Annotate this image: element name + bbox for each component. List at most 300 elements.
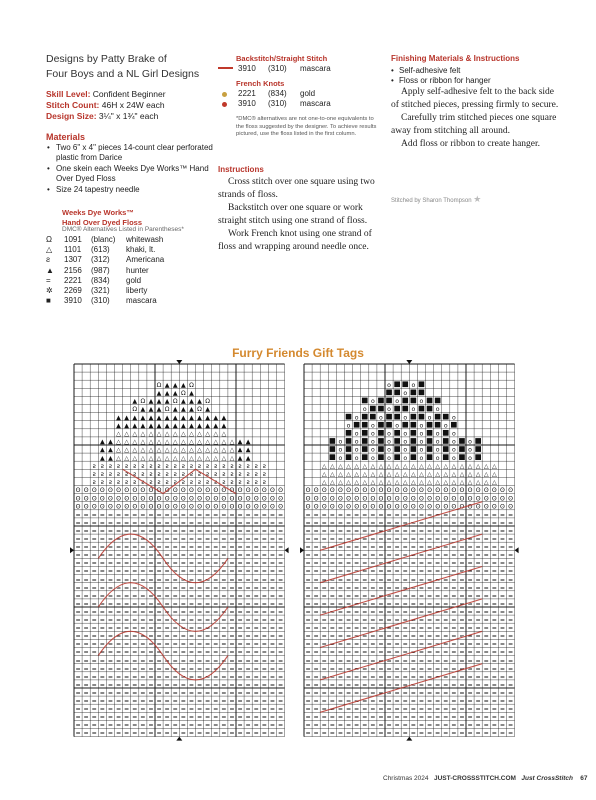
svg-text:=: = [107,511,114,519]
key-symbol: ✲ [46,286,53,295]
svg-text:=: = [245,519,251,527]
svg-text:ƨ: ƨ [157,462,161,470]
svg-text:=: = [99,527,105,535]
svg-text:=: = [443,552,449,559]
svg-text:=: = [164,527,170,535]
svg-text:=: = [491,730,497,738]
svg-text:=: = [221,714,227,721]
svg-text:=: = [467,543,473,551]
svg-text:=: = [491,584,497,592]
svg-text:=: = [99,722,105,730]
svg-text:=: = [221,519,227,527]
svg-text:=: = [261,714,267,721]
svg-text:=: = [475,730,481,738]
svg-text:=: = [124,714,130,721]
svg-text:=: = [410,689,416,697]
svg-text:=: = [229,730,235,738]
svg-text:=: = [321,722,327,730]
svg-text:ʘ: ʘ [419,495,424,503]
svg-text:=: = [205,673,211,681]
svg-text:=: = [337,552,344,559]
svg-text:ƨ: ƨ [206,462,210,470]
svg-text:=: = [115,511,122,519]
svg-text:△: △ [172,454,178,462]
svg-text:=: = [426,600,433,608]
svg-text:=: = [499,697,506,705]
svg-text:ʘ: ʘ [362,487,368,495]
svg-text:=: = [269,519,276,527]
svg-text:=: = [418,665,425,673]
svg-text:=: = [99,616,105,624]
svg-text:=: = [91,560,97,568]
svg-text:ʘ: ʘ [305,487,311,495]
svg-text:o: o [362,406,367,414]
svg-text:=: = [156,657,162,665]
svg-text:=: = [164,600,170,608]
svg-text:=: = [140,527,146,535]
svg-text:▲: ▲ [108,438,113,446]
svg-text:=: = [435,560,441,568]
svg-text:=: = [435,543,441,551]
svg-text:=: = [443,681,449,689]
svg-text:=: = [213,705,219,713]
svg-text:=: = [443,649,449,657]
svg-text:ƨ: ƨ [262,462,266,470]
svg-text:=: = [269,681,276,689]
svg-text:=: = [196,511,203,519]
svg-text:=: = [475,665,481,673]
svg-text:=: = [491,568,497,576]
svg-text:=: = [140,697,146,705]
svg-text:=: = [451,624,457,632]
svg-text:=: = [329,616,335,624]
svg-text:ʘ: ʘ [229,495,235,503]
svg-text:▲: ▲ [172,414,178,422]
svg-text:=: = [196,552,203,559]
svg-text:=: = [229,665,235,673]
svg-text:=: = [410,665,416,673]
svg-text:=: = [253,697,259,705]
svg-text:=: = [156,511,162,519]
svg-text:=: = [107,543,114,551]
svg-text:=: = [451,576,457,584]
svg-text:=: = [213,552,219,559]
svg-text:=: = [253,649,259,657]
svg-text:=: = [410,641,416,649]
svg-text:▲: ▲ [156,414,162,422]
svg-text:=: = [221,608,227,616]
svg-text:△: △ [140,430,146,438]
svg-text:=: = [156,568,162,576]
svg-text:=: = [132,592,138,600]
svg-text:▲: ▲ [172,390,178,397]
svg-text:=: = [172,535,178,543]
svg-text:=: = [475,608,481,616]
svg-text:ʘ: ʘ [253,503,259,511]
svg-text:=: = [188,527,195,535]
svg-text:=: = [180,600,186,608]
svg-text:=: = [459,624,465,632]
svg-text:ʘ: ʘ [386,487,392,495]
svg-text:=: = [140,673,146,681]
svg-text:=: = [83,689,89,697]
svg-text:=: = [443,714,449,721]
svg-text:=: = [83,584,89,592]
svg-text:=: = [337,633,344,640]
svg-text:=: = [459,681,465,689]
svg-text:△: △ [354,471,360,478]
svg-text:=: = [483,689,489,697]
svg-text:=: = [164,576,170,584]
svg-text:ʘ: ʘ [229,487,235,495]
svg-text:=: = [451,665,457,673]
svg-text:=: = [245,665,251,673]
svg-text:o: o [451,446,456,454]
svg-text:=: = [402,527,408,535]
svg-text:=: = [313,576,319,584]
svg-text:=: = [321,519,327,527]
svg-text:=: = [426,592,433,600]
svg-text:=: = [305,689,311,697]
svg-text:▲: ▲ [189,414,194,422]
svg-text:=: = [148,600,154,608]
svg-text:△: △ [386,471,392,478]
svg-text:=: = [205,624,211,632]
svg-text:=: = [507,511,514,519]
page-footer [383,775,587,782]
svg-text:ʘ: ʘ [132,487,138,495]
svg-text:=: = [205,543,211,551]
svg-text:=: = [499,665,506,673]
skill-label: Skill Level: [46,89,91,99]
svg-text:=: = [91,584,97,592]
svg-text:=: = [410,697,416,705]
svg-text:=: = [213,714,219,721]
svg-text:=: = [172,568,178,576]
svg-text:=: = [107,608,114,616]
svg-text:=: = [337,560,344,568]
svg-text:=: = [140,600,146,608]
svg-text:=: = [491,697,497,705]
svg-text:=: = [115,657,122,665]
svg-text:ʘ: ʘ [313,495,319,503]
svg-text:=: = [443,641,449,649]
svg-text:=: = [156,527,162,535]
svg-text:△: △ [435,479,441,487]
svg-text:=: = [205,730,211,738]
svg-text:=: = [245,722,251,730]
svg-text:=: = [205,552,211,559]
svg-text:=: = [205,527,211,535]
star-icon: ★ [473,194,482,204]
french-knot-name: gold [300,89,316,98]
svg-text:ƨ: ƨ [230,462,234,470]
svg-text:=: = [188,552,195,559]
svg-text:=: = [221,584,227,592]
svg-text:=: = [329,714,335,721]
svg-text:=: = [467,673,473,681]
svg-text:=: = [435,600,441,608]
svg-text:▲: ▲ [99,438,105,446]
svg-text:=: = [205,535,211,543]
svg-text:=: = [148,681,154,689]
svg-text:=: = [321,568,327,576]
svg-text:=: = [402,535,408,543]
svg-text:=: = [91,608,97,616]
svg-text:=: = [229,519,235,527]
svg-text:=: = [261,527,267,535]
svg-text:=: = [443,616,449,624]
svg-text:=: = [467,633,473,640]
svg-text:=: = [261,592,267,600]
svg-text:ʘ: ʘ [475,495,481,503]
svg-text:=: = [329,552,335,559]
svg-text:=: = [459,705,465,713]
svg-text:ʘ: ʘ [253,487,259,495]
svg-text:ƨ: ƨ [100,471,104,478]
svg-text:=: = [172,616,178,624]
svg-text:=: = [378,714,384,721]
svg-text:=: = [148,560,154,568]
svg-text:ʘ: ʘ [354,495,360,503]
svg-text:ʘ: ʘ [140,503,146,511]
svg-text:△: △ [164,454,170,462]
svg-text:△: △ [132,430,138,438]
svg-text:=: = [269,560,276,568]
svg-text:ʘ: ʘ [91,503,97,511]
svg-text:ʘ: ʘ [205,487,211,495]
svg-text:ƨ: ƨ [197,462,202,470]
key-dmc: (blanc) [91,235,116,244]
svg-text:=: = [386,689,392,697]
svg-text:=: = [459,527,465,535]
svg-text:ʘ: ʘ [500,503,505,511]
svg-text:=: = [180,568,186,576]
svg-text:=: = [418,568,425,576]
svg-text:=: = [345,657,352,665]
svg-text:▲: ▲ [197,398,202,406]
svg-text:=: = [370,552,376,559]
svg-text:=: = [221,616,227,624]
svg-text:=: = [180,576,186,584]
svg-text:ʘ: ʘ [140,487,146,495]
svg-text:=: = [221,560,227,568]
key-dmc: (312) [91,255,110,265]
svg-text:=: = [345,624,352,632]
svg-text:=: = [483,552,489,559]
svg-text:=: = [394,624,400,632]
svg-text:▲: ▲ [116,414,121,422]
svg-text:=: = [475,584,481,592]
svg-text:=: = [156,673,162,681]
svg-text:=: = [277,689,284,697]
svg-text:=: = [213,624,219,632]
svg-text:ƨ: ƨ [157,471,161,478]
footer-page-number: 67 [580,775,588,782]
svg-text:=: = [394,560,400,568]
svg-text:=: = [491,633,497,640]
svg-text:=: = [237,714,243,721]
svg-text:=: = [253,576,259,584]
svg-text:=: = [164,730,170,738]
svg-text:=: = [205,584,211,592]
svg-text:=: = [418,624,425,632]
svg-text:=: = [394,657,400,665]
svg-text:ʘ: ʘ [116,487,121,495]
svg-text:=: = [451,527,457,535]
svg-text:=: = [221,624,227,632]
svg-text:=: = [115,576,122,584]
svg-text:=: = [435,584,441,592]
svg-text:o: o [354,438,359,446]
svg-text:=: = [483,584,489,592]
svg-text:ƨ: ƨ [262,479,266,487]
designer-line-1: Designs by Patty Brake of [46,53,167,65]
svg-text:ƨ: ƨ [238,471,242,478]
chart-left [70,360,290,762]
svg-text:=: = [237,633,243,640]
svg-text:=: = [329,592,335,600]
svg-text:=: = [418,681,425,689]
svg-text:=: = [370,689,376,697]
svg-text:ʘ: ʘ [213,487,219,495]
svg-text:=: = [132,730,138,738]
svg-text:=: = [305,519,311,527]
svg-text:o: o [403,446,408,454]
svg-text:=: = [140,535,146,543]
svg-text:=: = [459,592,465,600]
svg-text:=: = [354,665,360,673]
svg-text:△: △ [459,471,465,478]
svg-text:=: = [410,560,416,568]
svg-text:ʘ: ʘ [500,487,505,495]
svg-text:=: = [451,649,457,657]
svg-text:=: = [196,730,203,738]
svg-text:o: o [387,446,391,454]
svg-text:ʘ: ʘ [75,495,81,503]
svg-text:▲: ▲ [213,414,219,422]
svg-text:=: = [321,714,327,721]
svg-text:=: = [443,730,449,738]
svg-text:=: = [426,649,433,657]
svg-text:=: = [305,665,311,673]
svg-text:o: o [411,406,416,414]
svg-text:ƨ: ƨ [173,462,177,470]
svg-text:=: = [313,560,319,568]
svg-text:=: = [164,568,170,576]
svg-text:=: = [418,511,425,519]
svg-text:=: = [107,730,114,738]
svg-text:ʘ: ʘ [205,495,211,503]
svg-text:=: = [467,560,473,568]
svg-text:=: = [261,681,267,689]
svg-text:▲: ▲ [99,446,105,454]
svg-text:o: o [387,381,391,389]
svg-text:=: = [261,649,267,657]
svg-text:=: = [140,722,146,730]
svg-text:=: = [499,584,506,592]
svg-text:△: △ [370,462,376,470]
svg-text:=: = [499,519,506,527]
svg-text:=: = [164,673,170,681]
svg-text:=: = [313,568,319,576]
svg-text:=: = [321,641,327,649]
svg-text:=: = [245,641,251,649]
svg-text:△: △ [116,430,121,438]
svg-text:=: = [329,560,335,568]
svg-text:=: = [386,511,392,519]
svg-text:ʘ: ʘ [270,503,275,511]
svg-text:=: = [115,673,122,681]
svg-text:=: = [107,722,114,730]
svg-text:=: = [245,592,251,600]
svg-text:=: = [156,552,162,559]
svg-text:Ω: Ω [205,398,211,406]
svg-text:=: = [435,705,441,713]
svg-text:=: = [386,608,392,616]
svg-text:=: = [507,697,514,705]
svg-text:=: = [426,633,433,640]
svg-text:=: = [435,576,441,584]
svg-text:=: = [148,608,154,616]
svg-text:=: = [378,608,384,616]
svg-text:△: △ [148,454,154,462]
svg-text:=: = [172,681,178,689]
svg-text:▲: ▲ [237,446,243,454]
svg-text:△: △ [483,479,489,487]
svg-text:=: = [329,633,335,640]
svg-text:ƨ: ƨ [230,479,234,487]
svg-text:=: = [213,633,219,640]
svg-text:=: = [483,681,489,689]
svg-text:=: = [75,681,81,689]
svg-text:=: = [107,673,114,681]
svg-text:=: = [345,633,352,640]
svg-text:ƨ: ƨ [165,479,169,487]
key-name: hunter [126,265,149,275]
svg-text:ʘ: ʘ [321,503,327,511]
key-number: 2156 [64,265,82,275]
svg-text:=: = [321,689,327,697]
svg-text:=: = [277,641,284,649]
svg-text:=: = [188,600,195,608]
svg-text:=: = [402,519,408,527]
svg-text:=: = [305,576,311,584]
svg-text:=: = [164,705,170,713]
svg-text:=: = [451,681,457,689]
svg-text:=: = [410,649,416,657]
svg-text:ʘ: ʘ [197,495,202,503]
svg-text:=: = [499,714,506,721]
svg-text:=: = [337,600,344,608]
svg-text:=: = [83,633,89,640]
svg-text:=: = [329,657,335,665]
french-knot-number: 3910 [238,99,256,108]
svg-text:=: = [370,641,376,649]
svg-text:=: = [115,600,122,608]
svg-text:ʘ: ʘ [394,487,400,495]
svg-text:=: = [475,689,481,697]
designer-credit [46,52,221,82]
svg-text:=: = [418,616,425,624]
svg-text:=: = [115,535,122,543]
svg-text:=: = [475,714,481,721]
svg-text:=: = [467,657,473,665]
svg-text:=: = [467,527,473,535]
svg-text:=: = [221,657,227,665]
svg-text:o: o [451,430,456,438]
svg-text:=: = [345,584,352,592]
